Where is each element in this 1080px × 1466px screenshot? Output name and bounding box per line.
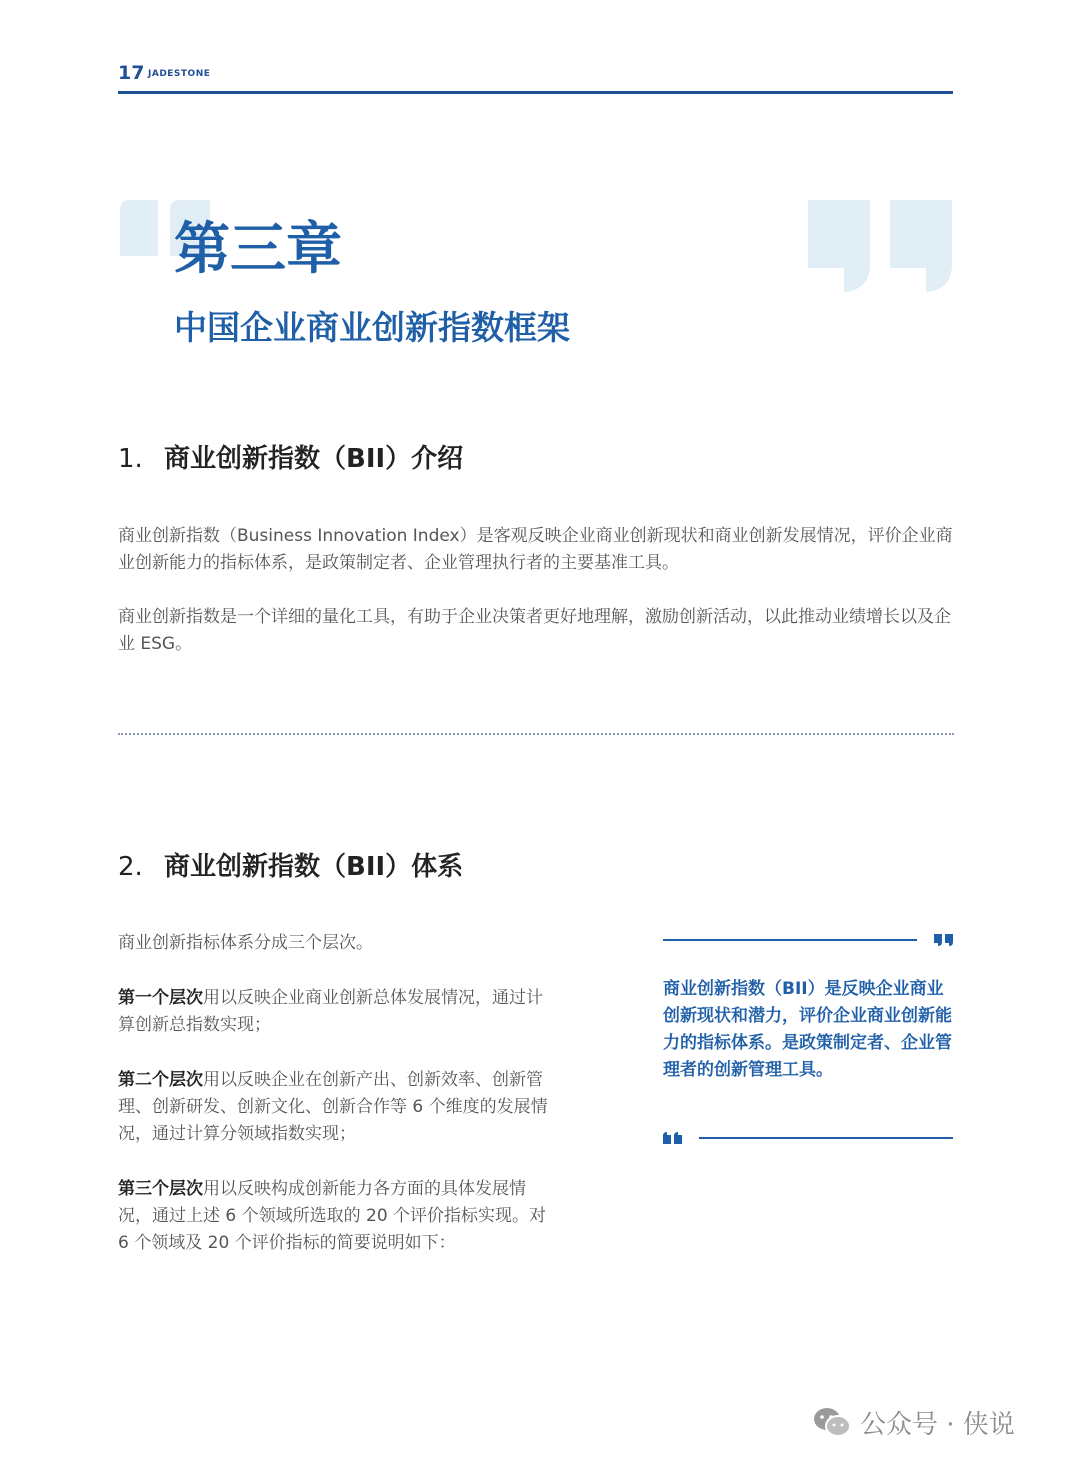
level-1-label: 第一个层次 <box>118 988 203 1008</box>
section-2-heading <box>118 852 463 883</box>
level-2-paragraph <box>118 1067 558 1148</box>
section-1-paragraph-1: 商业创新指数（Business Innovation Index）是客观反映企业商业创新现状和商业创新发展情况，评价企业商业创新能力的指标体系，是政策制定者、企业管理执行者的主要基准工具。 <box>118 526 953 573</box>
watermark-text: 公众号 · 侠说 <box>860 1409 1015 1440</box>
close-quote-icon <box>806 198 954 294</box>
wechat-icon <box>812 1405 852 1439</box>
section-1-title: 商业创新指数（BII）介绍 <box>164 444 464 474</box>
section-2-intro: 商业创新指标体系分成三个层次。 <box>118 933 373 953</box>
level-2-text: 用以反映企业在创新产出、创新效率、创新管理、创新研发、创新文化、创新合作等 6 个维度的发展情况，通过计算分领域指数实现； <box>118 1070 548 1144</box>
section-1-number: 1. <box>118 444 143 474</box>
section-2-title: 商业创新指数（BII）体系 <box>164 852 464 882</box>
header-divider <box>118 91 953 94</box>
page-number: 17 <box>118 62 145 84</box>
callout-open-quote-icon <box>662 1131 684 1145</box>
section-divider <box>118 733 954 735</box>
callout-text: 商业创新指数（BII）是反映企业商业创新现状和潜力，评价企业商业创新能力的指标体系。是政策制定者、企业管理者的创新管理工具。 <box>663 979 952 1080</box>
level-3-paragraph <box>118 1176 558 1257</box>
level-1-text: 用以反映企业商业创新总体发展情况，通过计算创新总指数实现； <box>118 988 543 1035</box>
level-3-text: 用以反映构成创新能力各方面的具体发展情况，通过上述 6 个领域所选取的 20 个评价指标实现。对 6 个领域及 20 个评价指标的简要说明如下： <box>118 1179 547 1253</box>
callout-close-quote-icon <box>933 933 955 947</box>
watermark <box>812 1402 1015 1442</box>
callout-top-rule <box>663 939 917 941</box>
section-2-number: 2. <box>118 852 143 882</box>
section-1-paragraph-2: 商业创新指数是一个详细的量化工具，有助于企业决策者更好地理解，激励创新活动，以此推动业绩增长以及企业 ESG。 <box>118 607 951 654</box>
chapter-title: 中国企业商业创新指数框架 <box>174 308 570 347</box>
brand-name: JADESTONE <box>148 69 211 79</box>
level-3-label: 第三个层次 <box>118 1179 203 1199</box>
callout-bottom-rule <box>699 1137 953 1139</box>
level-2-label: 第二个层次 <box>118 1070 203 1090</box>
chapter-number: 第三章 <box>174 217 342 282</box>
section-1-heading <box>118 444 463 475</box>
level-1-paragraph <box>118 985 558 1039</box>
